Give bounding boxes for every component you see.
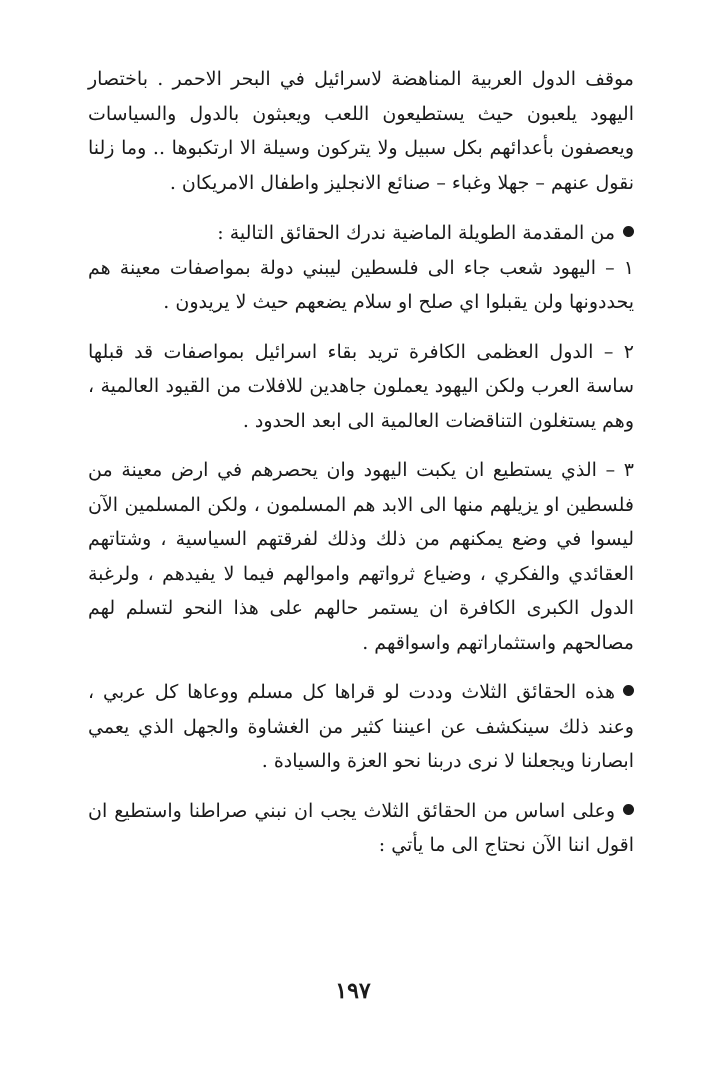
bullet-icon [623, 685, 634, 696]
page-number: ١٩٧ [335, 978, 371, 1004]
bullet-paragraph [88, 675, 634, 779]
body-text [88, 62, 634, 878]
paragraph-text: وعلى اساس من الحقائق الثلاث يجب ان نبني صراطنا واستطيع ان اقول اننا الآن نحتاج الى ما يأتي : [88, 799, 634, 856]
paragraph-text: ٢ – الدول العظمى الكافرة تريد بقاء اسرائيل بمواصفات قد قبلها ساسة العرب ولكن اليهود يعملون جاهدين للافلات من القيود العالمية ، وهم يستغلون التناقضات العالمية الى ابعد الحدود . [88, 340, 634, 432]
paragraph [88, 62, 634, 200]
bullet-paragraph [88, 216, 634, 320]
paragraph-text: هذه الحقائق الثلاث وددت لو قراها كل مسلم ووعاها كل عربي ، وعند ذلك سينكشف عن اعيننا كثير من الغشاوة والجهل الذي يعمي ابصارنا ويجعلنا لا نرى دربنا نحو العزة والسيادة . [88, 681, 634, 772]
paragraph-text: من المقدمة الطويلة الماضية ندرك الحقائق التالية : [217, 222, 615, 244]
bullet-paragraph [88, 794, 634, 863]
paragraph-text: موقف الدول العربية المناهضة لاسرائيل في البحر الاحمر . باختصار اليهود يلعبون حيث يستطيعون اللعب ويعبثون بالدول والسياسات ويعصفون بأعدائهم بكل سبيل ولا يتركون وسيلة الا ارتكبوها .. وما زلنا نقول عنهم – جهلا وغباء – صنائع الانجليز واطفال الامريكان . [88, 68, 634, 194]
paragraph-text: ٣ – الذي يستطيع ان يكبت اليهود وان يحصرهم في ارض معينة من فلسطين او يزيلهم منها الى الابد هم المسلمون ، ولكن المسلمين الآن ليسوا في وضع يمكنهم من ذلك وذلك لفرقتهم السياسية ، وشتاتهم العقائدي والفكري ، وضياع ثرواتهم واموالهم فيما لا يفيدهم ، ولرغبة الدول الكبرى الكافرة ان يستمر حالهم على هذا النحو لتسلم لهم مصالحهم واستثماراتهم واسواقهم . [88, 459, 634, 654]
bullet-icon [623, 804, 634, 815]
numbered-paragraph [88, 453, 634, 660]
bullet-icon [623, 226, 634, 237]
paragraph-text: ١ – اليهود شعب جاء الى فلسطين ليبني دولة بمواصفات معينة هم يحددونها ولن يقبلوا اي صلح او سلام يضعهم حيث لا يريدون . [88, 256, 634, 313]
numbered-paragraph [88, 335, 634, 439]
